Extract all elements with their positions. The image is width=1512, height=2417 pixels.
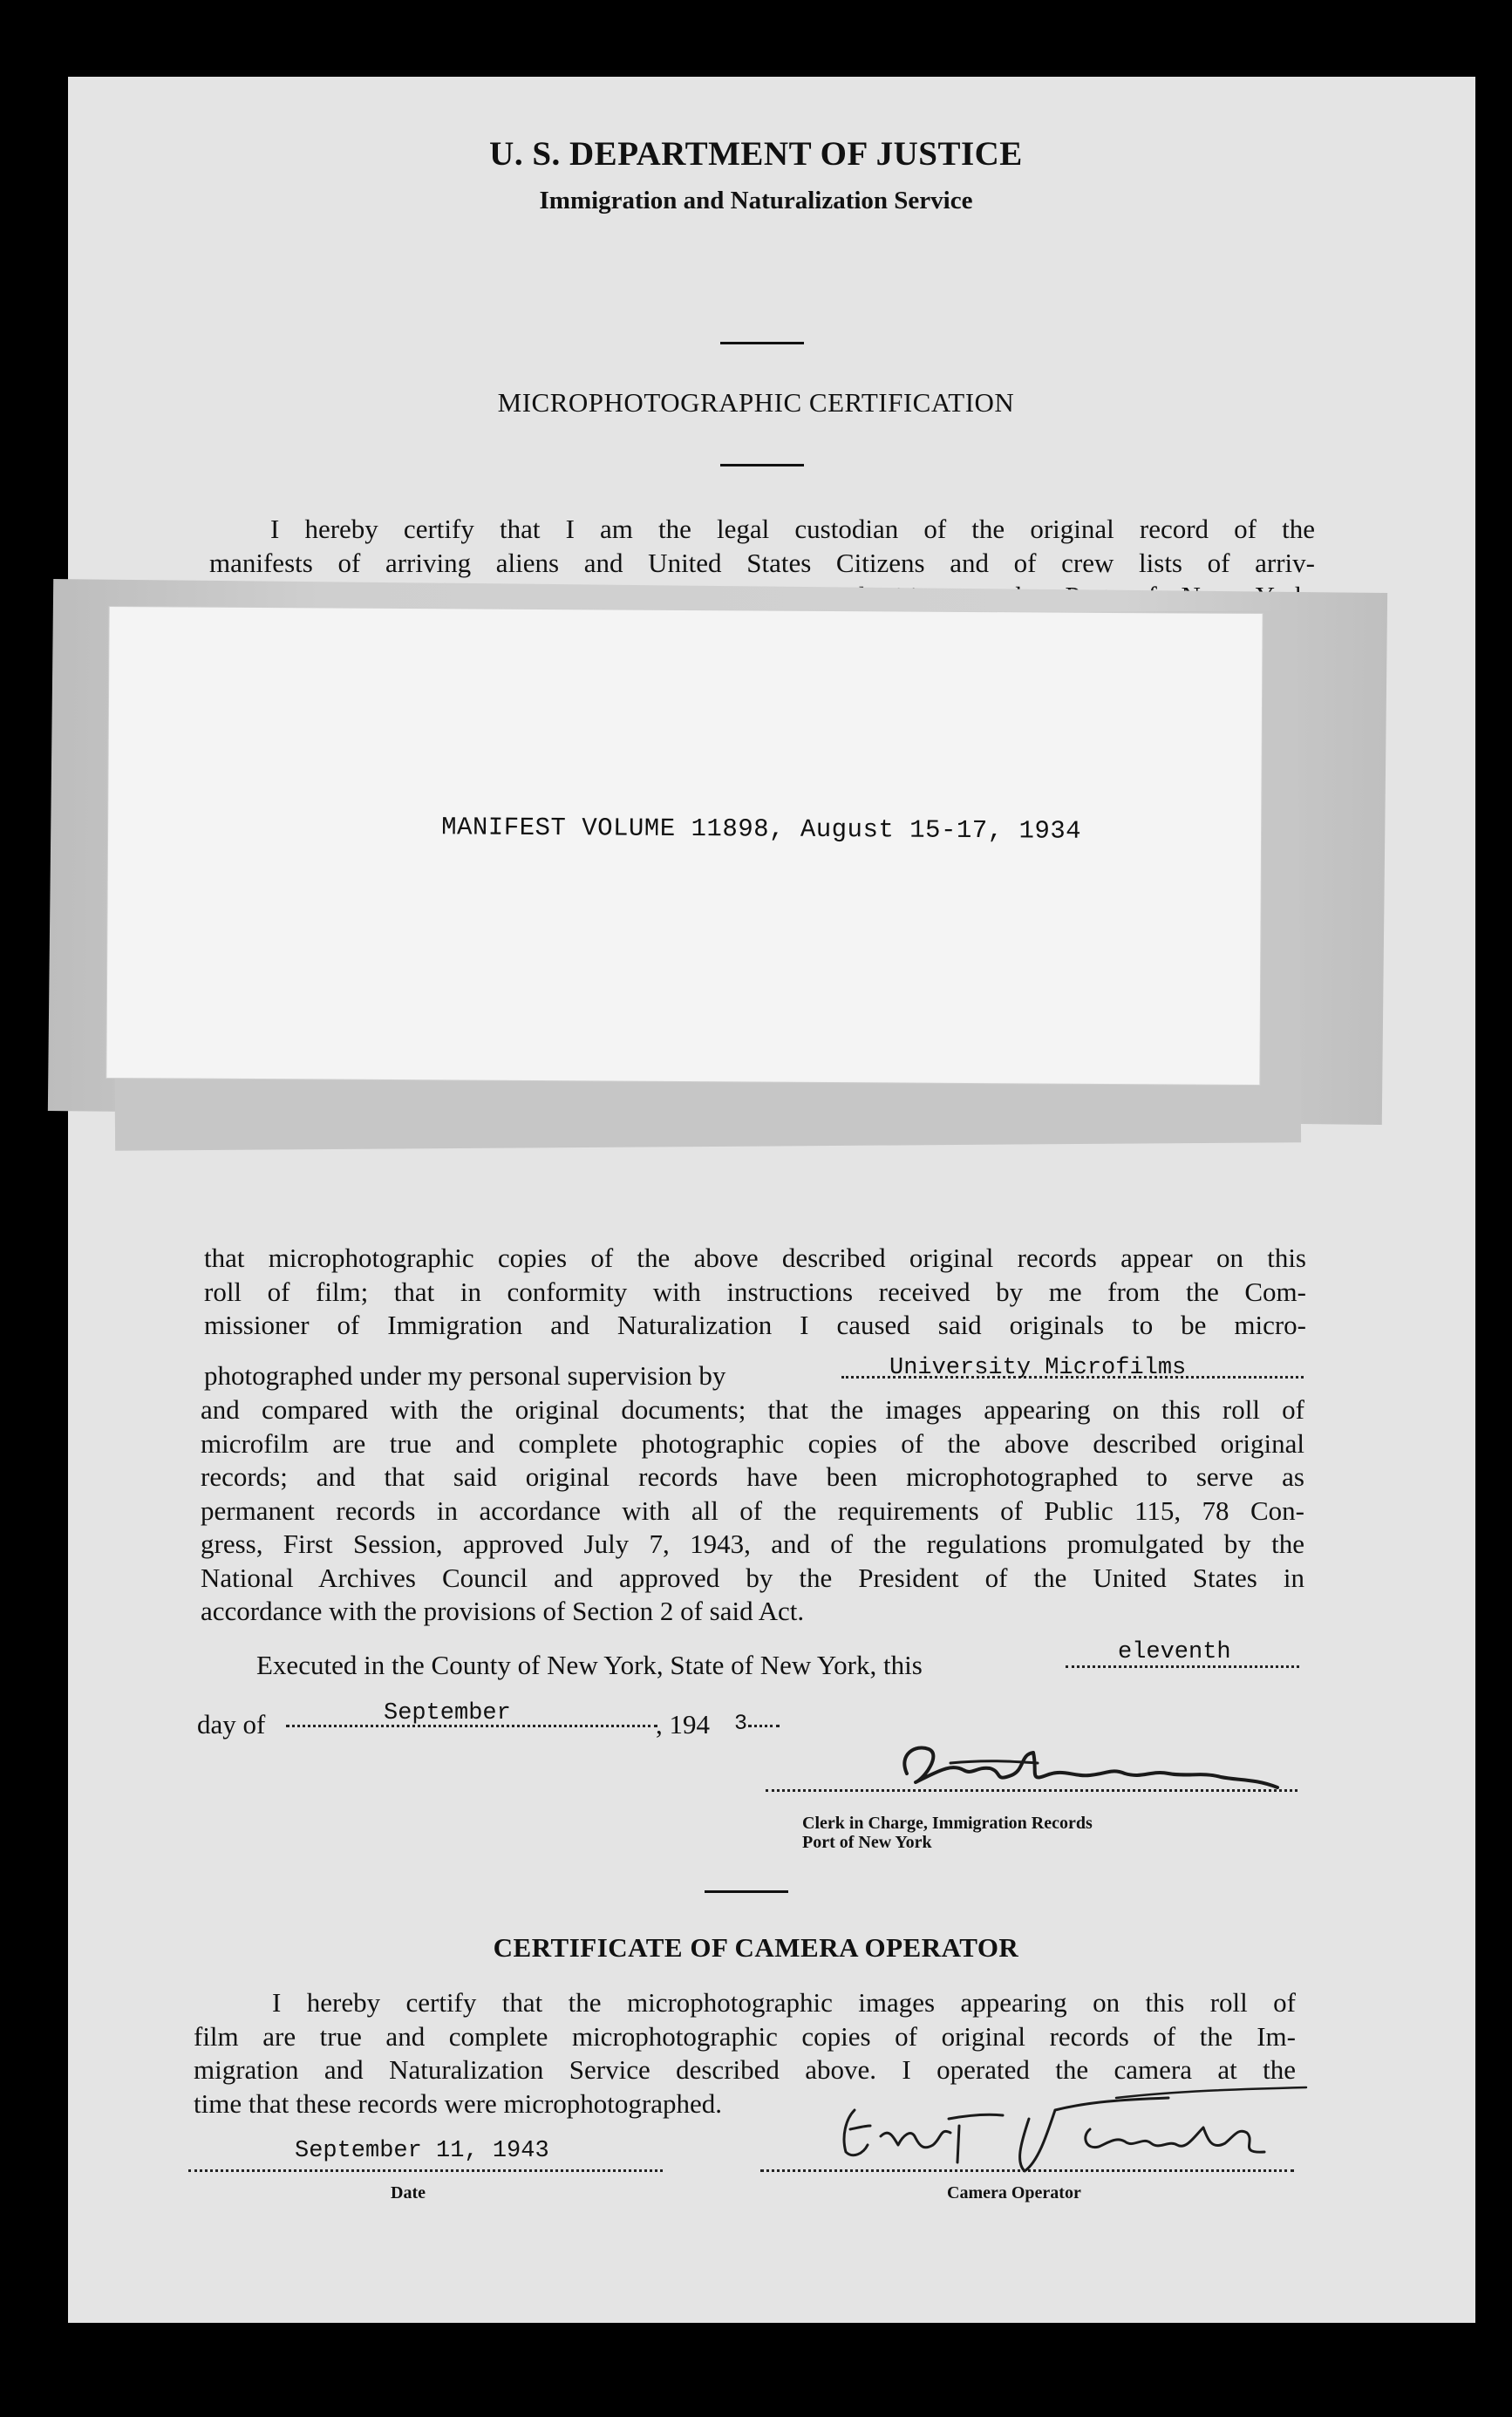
paragraph-line: permanent records in accordance with all of the requirements of Public 115, 78 Con- (201, 1494, 1304, 1526)
day-of-label: day of (197, 1709, 266, 1740)
paragraph-line: that microphotographic copies of the above described original records appear on this (204, 1243, 1306, 1273)
dotted-line (1066, 1665, 1299, 1668)
clerk-title: Clerk in Charge, Immigration Records (802, 1814, 1093, 1833)
paragraph-line: film are true and complete microphotographic copies of original records of the Im- (194, 2020, 1296, 2052)
divider (705, 1890, 788, 1893)
divider (720, 464, 804, 466)
paragraph-line: manifests of arriving aliens and United States Citizens and of crew lists of arriv- (209, 547, 1315, 578)
date-line (188, 2169, 663, 2172)
clerk-office: Port of New York (802, 1833, 932, 1852)
paragraph-line: gress, First Session, approved July 7, 1943, and of the regulations promulgated by the (201, 1528, 1304, 1559)
paragraph-line: migration and Naturalization Service described above. I operated the camera at the (194, 2054, 1296, 2085)
day-value: eleventh (1118, 1639, 1231, 1665)
department-heading: U. S. DEPARTMENT OF JUSTICE (489, 135, 1023, 173)
paragraph-line: I hereby certify that I am the legal custodian of the original record of the (270, 514, 1315, 544)
supervisor-name: University Microfilms (889, 1355, 1187, 1381)
manifest-card (106, 607, 1262, 1085)
dotted-line (748, 1725, 780, 1727)
operator-label: Camera Operator (947, 2183, 1081, 2203)
date-label: Date (391, 2183, 426, 2203)
year-prefix: , 194 (656, 1709, 710, 1740)
date-value: September 11, 1943 (295, 2138, 549, 2164)
paragraph-line: I hereby certify that the microphotographic images appearing on this roll of (272, 1987, 1296, 2018)
paragraph-line: microfilm are true and complete photographic copies of the above described original (201, 1427, 1304, 1459)
manifest-label: MANIFEST VOLUME 11898, August 15-17, 1934 (441, 813, 1082, 846)
camera-certificate-title: CERTIFICATE OF CAMERA OPERATOR (493, 1932, 1019, 1963)
copies-paragraph (204, 1242, 1306, 1343)
executed-prefix: Executed in the County of New York, State of New York, this (256, 1650, 923, 1680)
paragraph-line: National Archives Council and approved by the President of the United States in (201, 1562, 1304, 1593)
operator-signature (828, 2075, 1352, 2180)
paragraph-line: accordance with the provisions of Section 2 of said Act. (201, 1596, 805, 1626)
clerk-caption (802, 1814, 1093, 1852)
service-heading: Immigration and Naturalization Service (539, 187, 973, 214)
paragraph-line: and compared with the original documents; that the images appearing on this roll of (201, 1394, 1304, 1425)
paragraph-line: time that these records were microphotographed. (194, 2087, 722, 2119)
year-digit: 3 (734, 1711, 748, 1736)
copies-paragraph-continued (201, 1393, 1304, 1629)
paragraph-line: records; and that said original records have been microphotographed to serve as (201, 1461, 1304, 1492)
month-value: September (384, 1700, 511, 1726)
divider (720, 342, 804, 344)
paragraph-line: missioner of Immigration and Naturalization I caused said originals to be micro- (204, 1310, 1306, 1340)
certification-title: MICROPHOTOGRAPHIC CERTIFICATION (497, 387, 1015, 418)
paragraph-line: roll of film; that in conformity with instructions received by me from the Com- (204, 1276, 1306, 1307)
supervision-prefix: photographed under my personal supervision by (204, 1360, 726, 1391)
clerk-signature (889, 1737, 1291, 1798)
